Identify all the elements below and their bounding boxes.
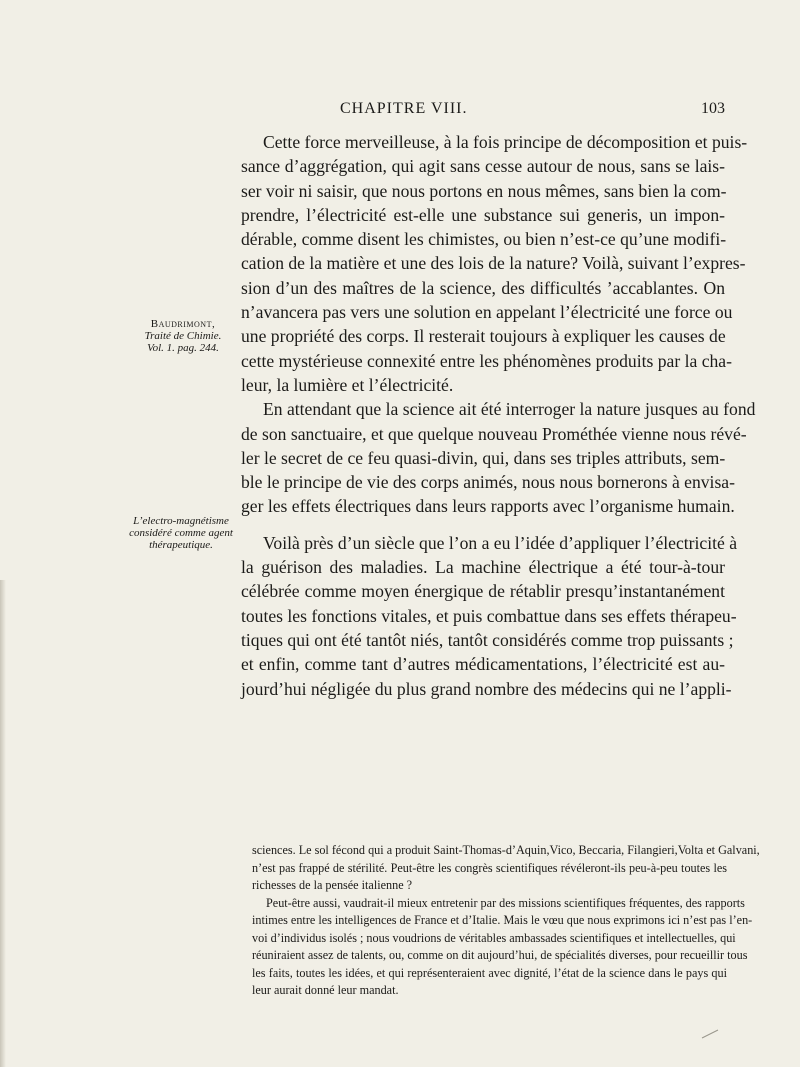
footnote-line: intimes entre les intelligences de France et d’Italie. Mais le vœu que nous exprimons ici n’est pas l’en-	[252, 913, 753, 927]
margin-note-topic-line: L’electro-magnétisme	[133, 515, 229, 527]
text-line: En attendant que la science ait été interroger la nature jusques au fond	[263, 399, 756, 420]
footnote-line: Peut-être aussi, vaudrait-il mieux entretenir par des missions scientifiques fréquentes, des rapports	[266, 895, 745, 910]
text-line: la guérison des maladies. La machine électrique a été tour-à-tour	[241, 557, 725, 578]
text-line: tiques qui ont été tantôt niés, tantôt considérés comme trop puissants ;	[241, 629, 734, 650]
text-line: cette mystérieuse connexité entre les phénomènes produits par la cha-	[241, 350, 732, 371]
chapter-title: CHAPITRE VIII.	[340, 100, 468, 117]
text-line: toutes les fonctions vitales, et puis combattue dans ses effets thérapeu-	[241, 605, 737, 626]
text-line: ger les effets électriques dans leurs rapports avec l’organisme humain.	[241, 496, 735, 517]
text-line: et enfin, comme tant d’autres médicamentations, l’électricité est au-	[241, 654, 725, 675]
text-line: Voilà près d’un siècle que l’on a eu l’idée d’appliquer l’électricité à	[263, 532, 738, 553]
main-text	[241, 130, 756, 701]
page-gutter-shadow	[0, 580, 6, 1067]
footnote-line: n’est pas frappé de stérilité. Peut-être les congrès scientifiques révéleront-ils peu-à-peu toutes les	[252, 860, 727, 875]
text-line: Cette force merveilleuse, à la fois principe de décomposition et puis-	[263, 132, 748, 152]
footnote-block	[252, 842, 760, 1000]
margin-note-reference	[128, 318, 238, 354]
text-line: leur, la lumière et l’électricité.	[241, 374, 454, 395]
margin-note-topic-line: considéré comme agent	[129, 527, 233, 539]
margin-note-topic	[122, 515, 240, 551]
footnote-line: richesses de la pensée italienne ?	[252, 878, 413, 892]
margin-note-title: Traité de Chimie.	[144, 330, 222, 342]
text-line: n’avancera pas vers une solution en appelant l’électricité une force ou	[241, 302, 733, 323]
footnote-line: leur aurait donné leur mandat.	[252, 983, 399, 997]
text-line: sance d’aggrégation, qui agit sans cesse autour de nous, sans se lais-	[241, 156, 725, 177]
footnote-line: réuniraient assez de talents, ou, comme on dit aujourd’hui, de spécialités diverses, pour recueillir tous	[252, 948, 748, 962]
text-line: ler le secret de ce feu quasi-divin, qui, dans ses triples attributs, sem-	[241, 447, 726, 468]
text-line: prendre, l’électricité est-elle une substance sui generis, un impon-	[241, 204, 725, 225]
text-line: une propriété des corps. Il resterait toujours à expliquer les causes de	[241, 326, 726, 347]
paragraph-prometheus	[241, 397, 756, 518]
footnote-paragraph	[252, 842, 760, 895]
text-line: célébrée comme moyen énergique de rétablir presqu’instantanément	[241, 581, 725, 602]
footnote-line: voi d’individus isolés ; nous voudrions de véritables ambassades scientifiques et intellectuelles, qui	[252, 930, 736, 945]
footnote-paragraph	[252, 895, 753, 1000]
paragraph-therapeutic	[241, 531, 738, 701]
text-line: dérable, comme disent les chimistes, ou bien n’est-ce qu’une modifi-	[241, 229, 727, 250]
text-line: de son sanctuaire, et que quelque nouveau Prométhée vienne nous révé-	[241, 423, 747, 444]
footnote-line: sciences. Le sol fécond qui a produit Saint-Thomas-d’Aquin,Vico, Beccaria, Filangieri,Volta et Galvani,	[252, 843, 760, 857]
margin-note-author: Baudrimont,	[150, 318, 216, 330]
page-number: 103	[701, 100, 725, 117]
text-line: ser voir ni saisir, que nous portons en nous mêmes, sans bien la com-	[241, 180, 727, 201]
text-line: cation de la matière et une des lois de la nature? Voilà, suivant l’expres-	[241, 253, 746, 274]
text-line: sion d’un des maîtres de la science, des difficultés ʼaccablantes. On	[241, 277, 725, 298]
footnote-line: les faits, toutes les idées, et qui représenteraient avec dignité, l’état de la science dans le pays qui	[252, 965, 727, 980]
margin-note-topic-line: thérapeutique.	[149, 539, 213, 551]
text-line: ble le principe de vie des corps animés, nous nous bornerons à envisa-	[241, 472, 735, 493]
running-head	[0, 100, 800, 124]
paragraph-electricity-nature	[241, 130, 748, 397]
text-line: jourd’hui négligée du plus grand nombre des médecins qui ne l’appli-	[241, 678, 732, 699]
pencil-mark-icon	[700, 1028, 720, 1040]
margin-note-volume: Vol. 1. pag. 244.	[147, 342, 219, 354]
